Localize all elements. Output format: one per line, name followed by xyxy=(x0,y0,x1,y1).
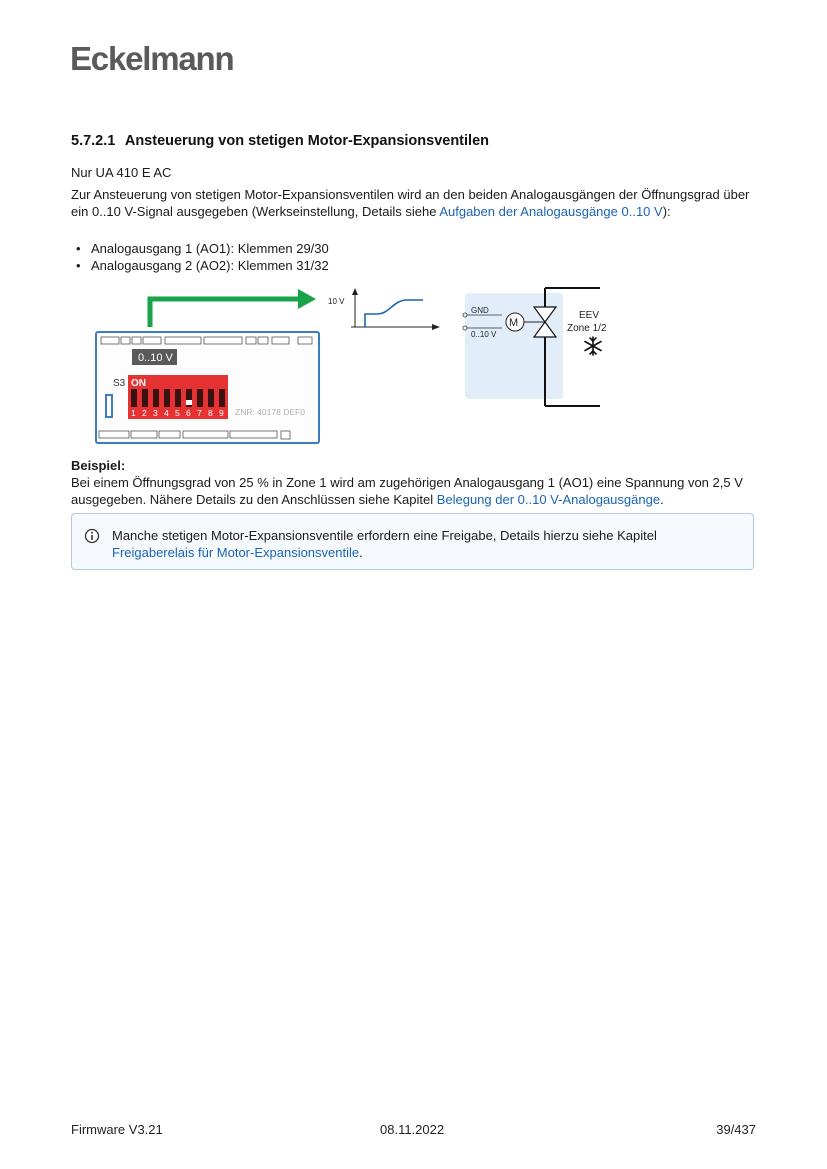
snowflake-icon xyxy=(585,337,601,355)
svg-text:5: 5 xyxy=(175,408,180,418)
intro-end: ): xyxy=(662,204,671,219)
footer-firmware: Firmware V3.21 xyxy=(71,1122,163,1137)
signal-label: 0..10 V xyxy=(471,330,497,339)
on-label: ON xyxy=(131,378,146,389)
example-text: Bei einem Öffnungsgrad von 25 % in Zone 1 wird am zugehörigen Analogausgang 1 (AO1) eine Spannung von 2,5 V ausgegeben. Nähere Details zu den Anschlüssen siehe Kapitel xyxy=(71,475,743,507)
valve-panel xyxy=(463,288,600,406)
link-belegung-analogausgaenge[interactable]: Belegung der 0..10 V-Analogausgänge xyxy=(436,492,661,507)
wiring-diagram xyxy=(95,285,615,445)
link-aufgaben-analogausgaenge[interactable]: Aufgaben der Analogausgänge 0..10 V xyxy=(439,204,663,219)
svg-text:2: 2 xyxy=(142,408,147,418)
company-logo: Eckelmann xyxy=(70,40,234,77)
svg-text:9: 9 xyxy=(219,408,224,418)
link-freigaberelais[interactable]: Freigaberelais für Motor-Expansionsventile xyxy=(112,545,360,560)
example-paragraph xyxy=(71,474,761,508)
terminal-list xyxy=(71,240,329,274)
section-heading xyxy=(71,133,489,149)
section-title: Ansteuerung von stetigen Motor-Expansionsventilen xyxy=(124,133,489,149)
svg-text:1: 1 xyxy=(131,408,136,418)
only-note: Nur UA 410 E AC xyxy=(71,165,172,180)
motor-label: M xyxy=(509,317,519,329)
display-label: 0..10 V xyxy=(138,352,173,364)
info-note xyxy=(71,513,754,570)
znr-label: ZNR: 40178 DEF0 xyxy=(235,407,305,417)
svg-text:6: 6 xyxy=(186,408,191,418)
gnd-label: GND xyxy=(471,306,489,315)
signal-arrow xyxy=(150,289,316,327)
intro-text: Zur Ansteuerung von stetigen Motor-Expansionsventilen wird an den beiden Analogausgängen der Öffnungsgrad über ein 0..10 V-Signal ausgegeben (Werkseinstellung, Details siehe xyxy=(71,187,750,219)
footer-date: 08.11.2022 xyxy=(380,1122,445,1137)
controller-board xyxy=(96,332,319,443)
info-icon xyxy=(84,528,100,544)
note-body: Manche stetigen Motor-Expansionsventile erfordern eine Freigabe, Details hierzu siehe Kapitel xyxy=(112,528,657,543)
zone-label: Zone 1/2 xyxy=(567,323,607,334)
example-title: Beispiel: xyxy=(71,458,126,473)
note-text xyxy=(112,527,732,561)
footer-page-number: 39/437 xyxy=(716,1122,756,1137)
switch-label: S3 xyxy=(113,378,126,389)
svg-text:4: 4 xyxy=(164,408,169,418)
svg-text:8: 8 xyxy=(208,408,213,418)
svg-text:3: 3 xyxy=(153,408,158,418)
svg-text:7: 7 xyxy=(197,408,202,418)
list-item: • Analogausgang 2 (AO2): Klemmen 31/32 xyxy=(71,257,329,274)
example-end: . xyxy=(660,492,664,507)
valve-label: EEV xyxy=(579,310,600,321)
graph-y-label: 10 V xyxy=(328,297,345,306)
note-end: . xyxy=(359,545,363,560)
list-item: • Analogausgang 1 (AO1): Klemmen 29/30 xyxy=(71,240,329,257)
section-number: 5.7.2.1 xyxy=(71,133,116,149)
switch-numbers xyxy=(131,408,224,418)
intro-paragraph xyxy=(71,186,761,220)
signal-graph xyxy=(328,288,440,330)
